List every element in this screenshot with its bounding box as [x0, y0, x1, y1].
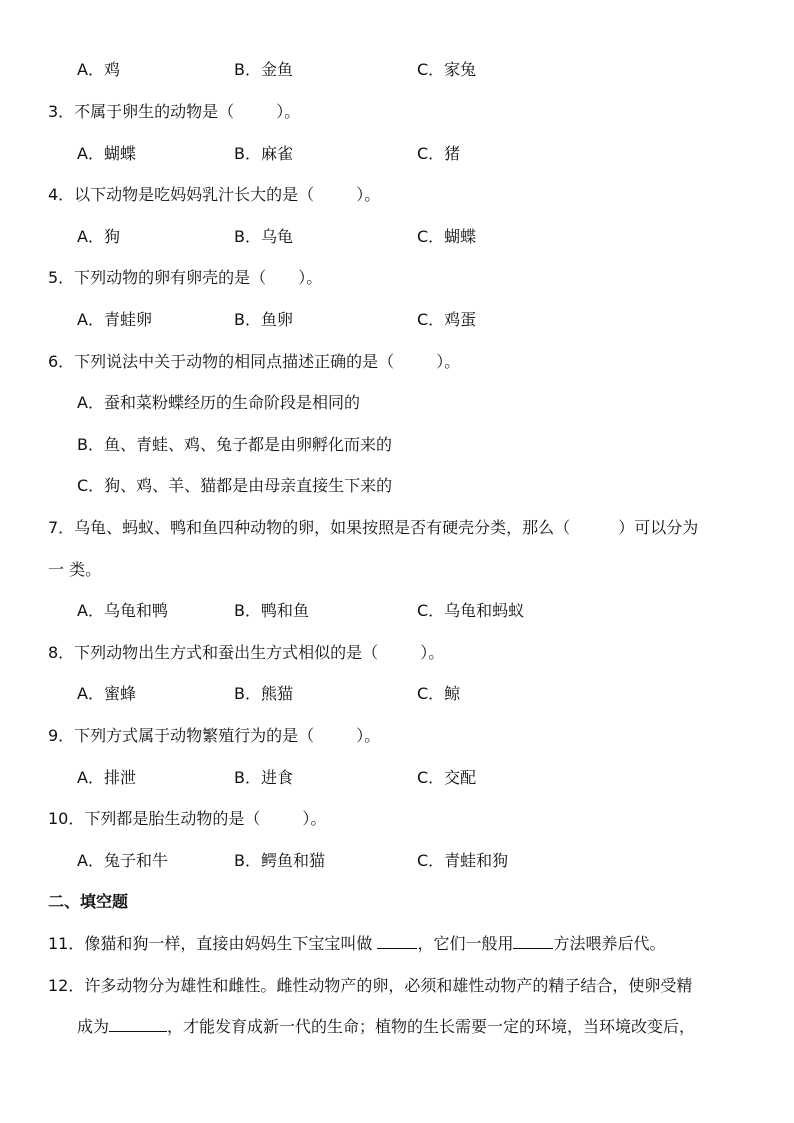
question-3 [48, 102, 300, 122]
question-7-text: 7．乌龟、蚂蚁、鸭和鱼四种动物的卵，如果按照是否有硬壳分类，那么（ [48, 518, 571, 537]
question-8-text: 8．下列动物出生方式和蚕出生方式相似的是（ [48, 643, 379, 662]
section-title-fill-in: 二、填空题 [48, 892, 129, 911]
question-5-text: 5．下列动物的卵有卵壳的是（ [48, 268, 267, 287]
answer-blank-11a[interactable] [377, 934, 417, 949]
q7-options [77, 601, 777, 621]
q3-option-b: B．麻雀 [234, 144, 293, 163]
q8-options [77, 684, 777, 704]
q8-option-c: C．鲸 [417, 684, 461, 703]
question-5-end: ）。 [298, 268, 323, 287]
q3-option-c: C．猪 [417, 144, 461, 163]
question-5 [48, 268, 322, 288]
question-12-line2 [77, 1017, 695, 1037]
q2-option-c: C．家兔 [417, 60, 477, 79]
question-6 [48, 352, 460, 372]
q5-option-b: B．鱼卵 [234, 310, 293, 329]
q2-option-a: A．鸡 [77, 60, 120, 79]
q6-option-a: A．蚕和菜粉蝶经历的生命阶段是相同的 [77, 393, 360, 412]
question-10-end: ）。 [302, 809, 327, 828]
question-7 [48, 518, 698, 538]
q9-options [77, 768, 777, 788]
question-12-line2-part2: ，才能发育成新一代的生命；植物的生长需要一定的环境，当环境改变后， [167, 1017, 696, 1036]
question-9 [48, 726, 380, 746]
q5-option-c: C．鸡蛋 [417, 310, 477, 329]
q4-option-c: C．蝴蝶 [417, 227, 477, 246]
question-3-text: 3．不属于卵生的动物是（ [48, 102, 235, 121]
q6-option-b: B．鱼、青蛙、鸡、兔子都是由卵孵化而来的 [77, 435, 392, 454]
q6-option-a-row [77, 393, 777, 413]
q5-option-a: A．青蛙卵 [77, 310, 152, 329]
q9-option-a: A．排泄 [77, 768, 136, 787]
q10-options [77, 851, 777, 871]
q7-option-b: B．鸭和鱼 [234, 601, 309, 620]
question-9-end: ）。 [356, 726, 381, 745]
question-7-end: ）可以分为 [618, 518, 699, 537]
q2-option-b: B．金鱼 [234, 60, 293, 79]
q9-option-b: B．进食 [234, 768, 293, 787]
question-11-part1: 11．像猫和狗一样，直接由妈妈生下宝宝叫做 [48, 934, 373, 953]
question-10-text: 10．下列都是胎生动物的是（ [48, 809, 261, 828]
question-9-text: 9．下列方式属于动物繁殖行为的是（ [48, 726, 315, 745]
question-8-end: ）。 [420, 643, 445, 662]
question-10 [48, 809, 326, 829]
question-12-line1: 12．许多动物分为雄性和雌性。雌性动物产的卵，必须和雄性动物产的精子结合，使卵受精 [48, 976, 693, 995]
question-6-text: 6．下列说法中关于动物的相同点描述正确的是（ [48, 352, 395, 371]
question-3-end: ）。 [276, 102, 301, 121]
question-4-end: ）。 [356, 185, 381, 204]
q4-option-a: A．狗 [77, 227, 120, 246]
q2-options [77, 60, 777, 80]
question-6-end: ）。 [436, 352, 461, 371]
question-12-line2-part1: 成为 [77, 1017, 110, 1036]
q3-options [77, 144, 777, 164]
q8-option-b: B．熊猫 [234, 684, 293, 703]
q5-options [77, 310, 777, 330]
q4-options [77, 227, 777, 247]
question-8 [48, 643, 444, 663]
question-11 [48, 934, 666, 954]
q10-option-a: A．兔子和牛 [77, 851, 168, 870]
question-4-text: 4．以下动物是吃妈妈乳汁长大的是（ [48, 185, 315, 204]
answer-blank-12[interactable] [109, 1017, 167, 1032]
question-4 [48, 185, 380, 205]
q10-option-c: C．青蛙和狗 [417, 851, 509, 870]
q6-option-b-row [77, 435, 777, 455]
q4-option-b: B．乌龟 [234, 227, 293, 246]
q3-option-a: A．蝴蝶 [77, 144, 136, 163]
q6-option-c-row [77, 476, 777, 496]
q6-option-c: C．狗、鸡、羊、猫都是由母亲直接生下来的 [77, 476, 393, 495]
q9-option-c: C．交配 [417, 768, 477, 787]
q7-option-a: A．乌龟和鸭 [77, 601, 168, 620]
q7-option-c: C．乌龟和蚂蚁 [417, 601, 525, 620]
q10-option-b: B．鳄鱼和猫 [234, 851, 325, 870]
answer-blank-11b[interactable] [513, 934, 553, 949]
question-7-line2: 一 类。 [48, 560, 102, 579]
question-11-part2: ，它们一般用 [417, 934, 514, 953]
question-11-part3: 方法喂养后代。 [553, 934, 666, 953]
q8-option-a: A．蜜蜂 [77, 684, 136, 703]
